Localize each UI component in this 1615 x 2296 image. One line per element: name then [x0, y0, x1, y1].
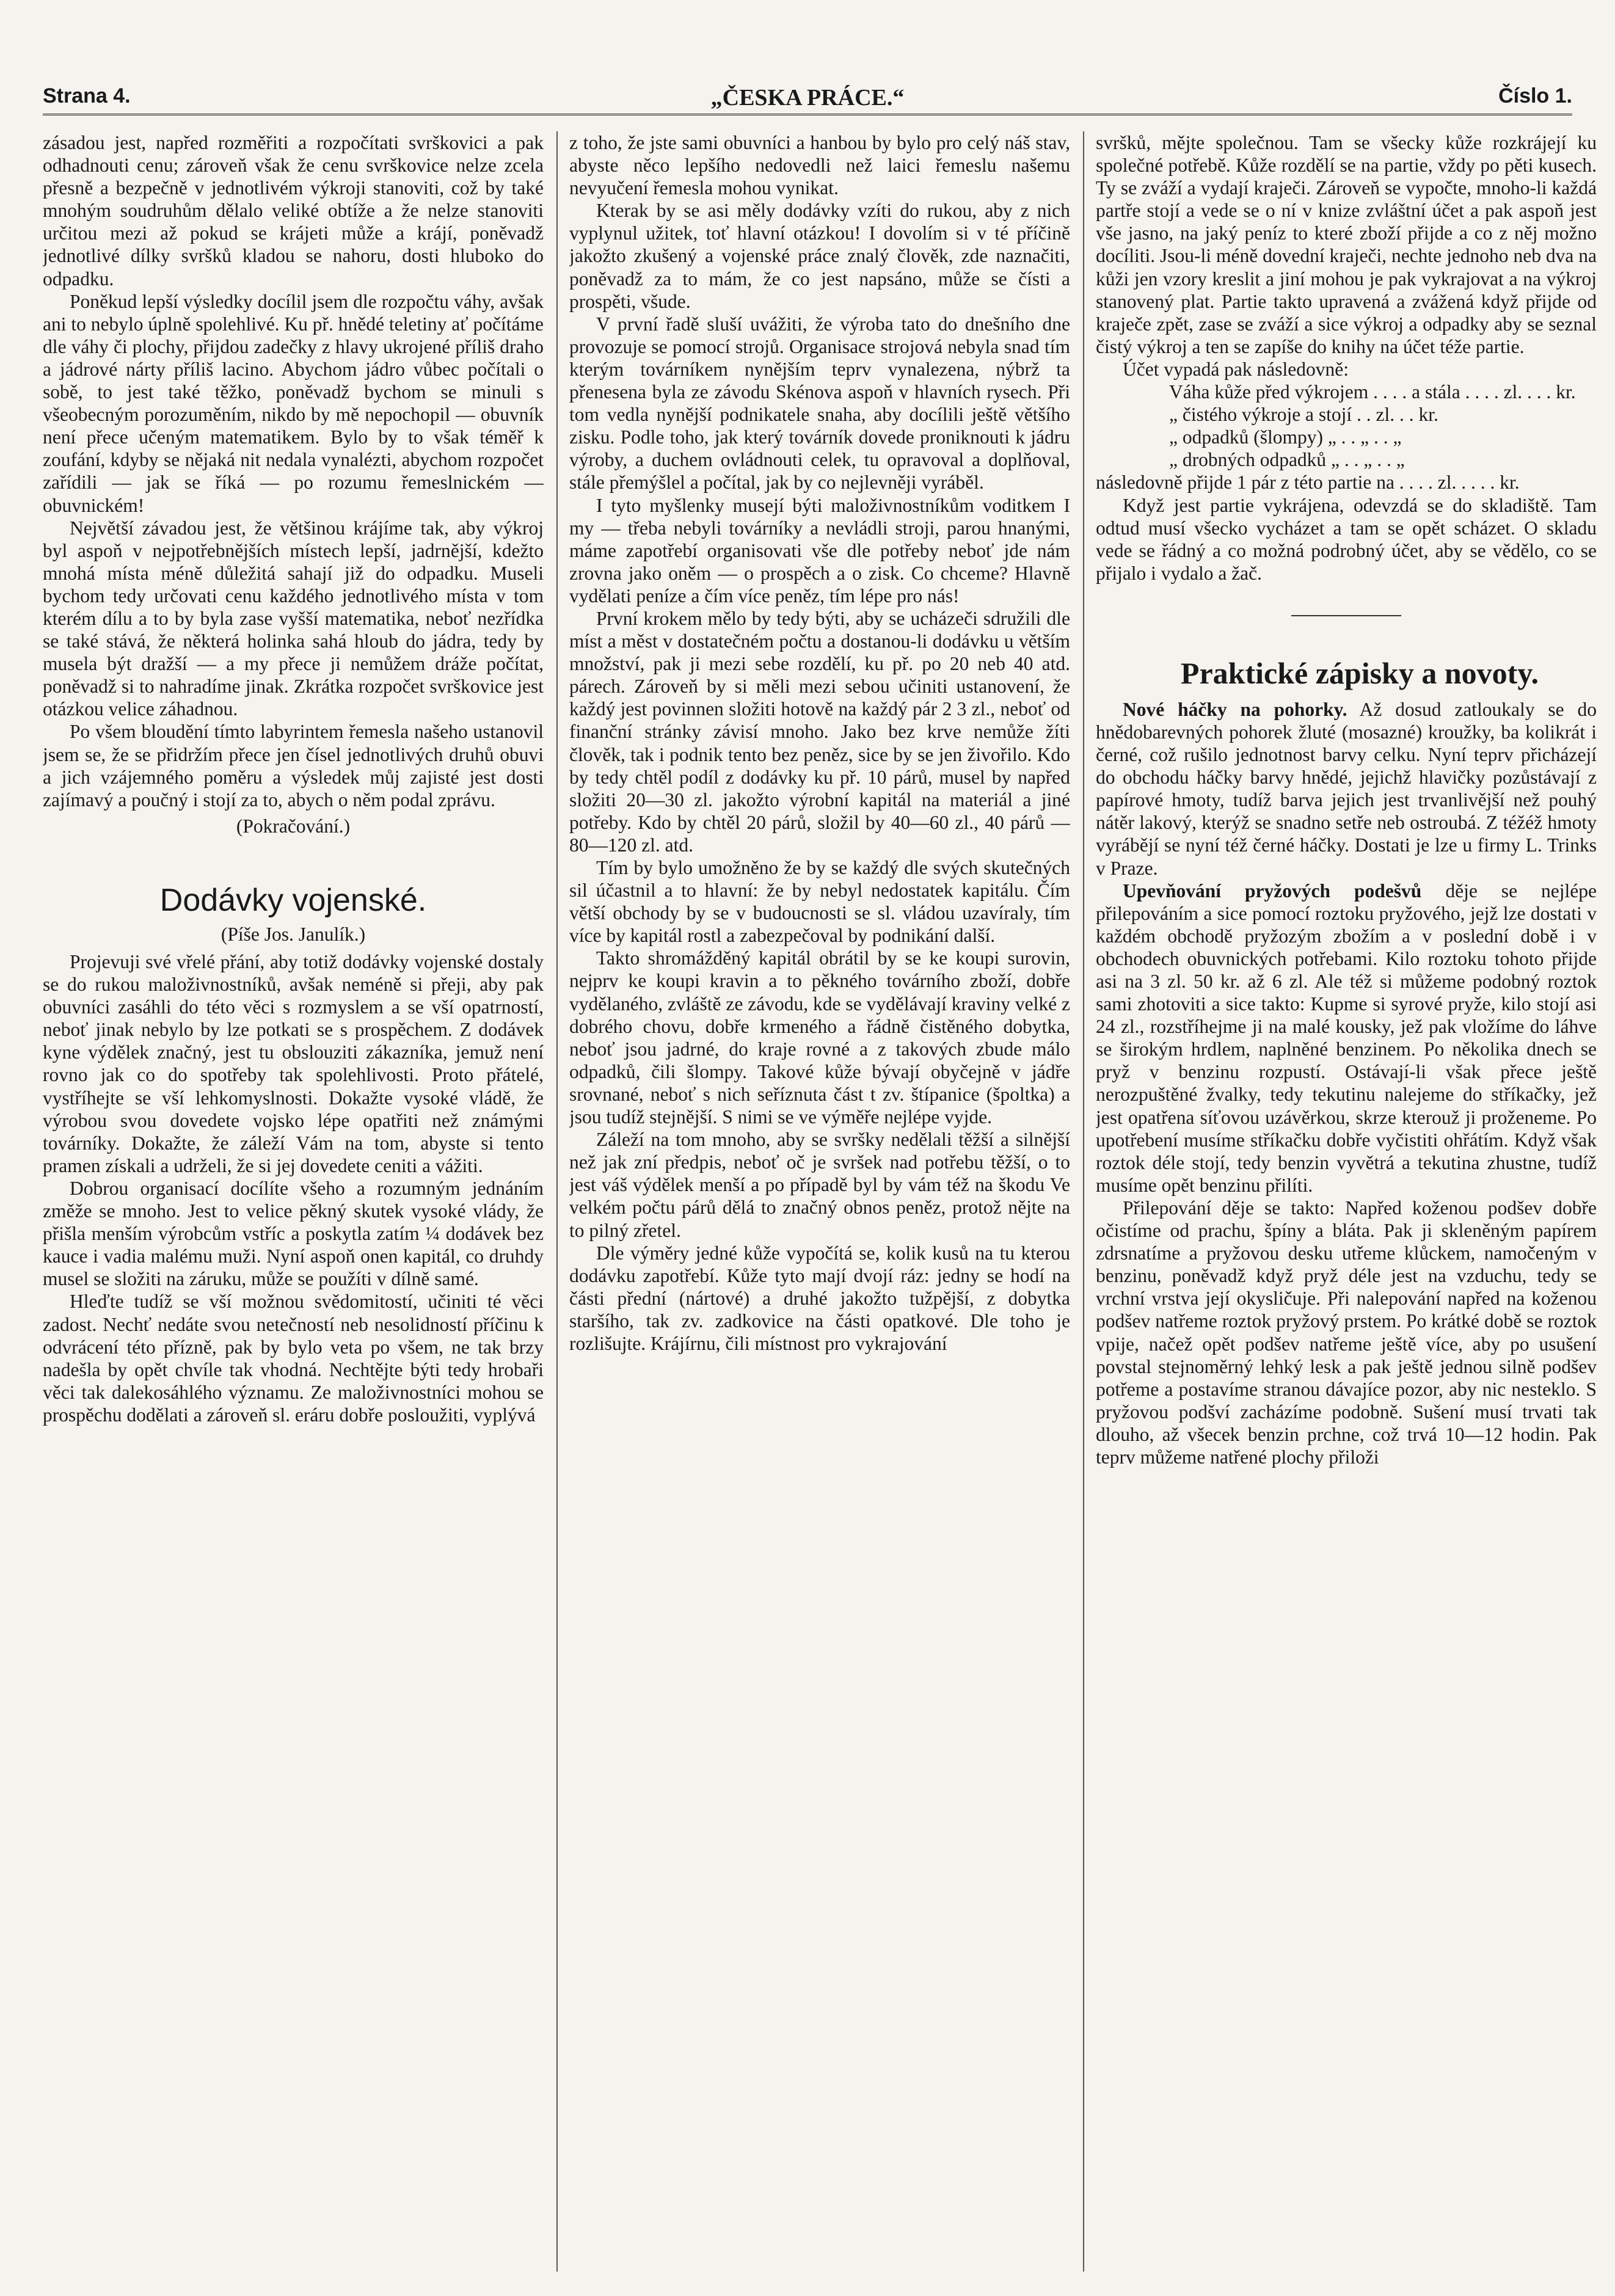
- columns: [43, 131, 1597, 2272]
- account-line: „ odpadků (šlompy) „ . . „ . . „: [1169, 426, 1402, 448]
- header-rule: [43, 114, 1572, 115]
- article-paragraph: Dle výměry jedné kůže vypočítá se, kolik kusů na tu kterou dodávku zapotřebí. Kůže tyto mají dvojí ráz: jedny se hodí na části přední (nártové) a druhé jakožto tužpější, z dobytka staršího, tak zv. zadkovice na části opatkové. Dle toho je rozlišujte. Krájírnu, čili místnost pro vykrajování: [569, 1242, 1070, 1354]
- masthead-title: „ČESKA PRÁCE.“: [710, 85, 905, 111]
- article-paragraph: [1096, 880, 1597, 1197]
- article-paragraph: Největší závadou jest, že většinou krájíme tak, aby výkroj byl aspoň v nejpotřebnějších místech lepší, jadrnější, kdežto mnohá místa méně důležitá sahají již do odpadku. Museli bychom tedy určovati cenu každého jednotlivého místa v tom kterém dílu a to by byla zase vyšší matematika, neboť nezřídka se také stává, že některá holinka sahá hloub do jádra, tedy by musela být dražší — a my přece ji nemůžem dráže počítat, poněvadž si to nahradíme jinak. Zkrátka rozpočet svrškovice jest otázkou velice záhadnou.: [43, 517, 544, 720]
- article-paragraph: Kterak by se asi měly dodávky vzíti do rukou, aby z nich vyplynul užitek, toť hlavní otázkou! I dovolím si v té příčině jakožto zkušený a vojenské práce znalý člověk, zde naznačiti, poněvadž za to mám, že co jest napsáno, může se čísti a prospěti, všude.: [569, 200, 1070, 312]
- account-line: následovně přijde 1 pár z této partie na . . . . zl. . . . . kr.: [1096, 472, 1520, 494]
- article-paragraph: I tyto myšlenky musejí býti maloživnostníkům voditkem I my — třeba nebyli továrníky a nevládli stroji, parou hnanými, máme zapotřebí organisovati vše dle potřeby neboť jde nám zrovna jako oněm — o prospěch a o zisk. Co chceme? Hlavně vydělati peníze a čím více peněz, tím lépe pro nás!: [569, 494, 1070, 607]
- column-divider: [556, 131, 558, 2272]
- article-paragraph: V první řadě sluší uvážiti, že výroba tato do dnešního dne provozuje se pomocí strojů. Organisace strojová nebyla snad tím kterým továrníkem nynějším teprv vynalezena, nýbrž ta přenesena byla ze závodu Skénova aspoň v hlavních rysech. Při tom vedla nynější podnikatele snaha, aby docílili ještě většího zisku. Podle toho, jak který továrník dovede proniknouti k jádru výroby, a duchem ovládnouti celek, tu opravoval a doplňoval, stále přemýšlel a počítal, jak by co nejlevněji vyráběl.: [569, 313, 1070, 494]
- article-heading-dodavky: Dodávky vojenské.: [159, 882, 427, 918]
- page-number: Strana 4.: [43, 84, 131, 108]
- article-paragraph: Účet vypadá pak následovně:: [1123, 358, 1349, 380]
- column-3: [1096, 131, 1597, 2272]
- article-byline: (Píše Jos. Janulík.): [221, 923, 366, 945]
- article-paragraph: Hleďte tudíž se vší možnou svědomitostí, učiniti té věci zadost. Nechť nedáte svou netečností neb nesolidností příčinu k odvrácení této přízně, pak by bylo veta po všem, ne tak brzy nadešla by opět chvíle tak vhodná. Nechtějte býti tedy hrobaři věci tak dalekosáhlého významu. Ze maloživnostníci mohou se prospěchu dodělati a zároveň sl. eráru dobře posloužiti, vyplývá: [43, 1291, 544, 1426]
- article-paragraph: Dobrou organisací docílíte všeho a rozumným jednáním změže se mnoho. Jest to velice pěkný skutek vysoké vlády, že přišla menším výrobcům vstříc a poskytla zatím ¼ dodávek bez kauce i vadia malému muži. Nyní aspoň onen kapitál, co druhdy musel se složiti na záruku, může se použíti v dílně samé.: [43, 1177, 544, 1290]
- subsection-title: Nové háčky na pohorky.: [1123, 698, 1347, 720]
- issue-number: Číslo 1.: [1498, 84, 1572, 108]
- article-paragraph: z toho, že jste sami obuvníci a hanbou by bylo pro celý náš stav, abyste něco lepšího nedovedli než laici řemeslu našemu nevyučení řemesla mohou vynikat.: [569, 132, 1070, 199]
- article-paragraph: [1096, 698, 1597, 880]
- article-paragraph: Projevuji své vřelé přání, aby totiž dodávky vojenské dostaly se do rukou maloživnostníků, avšak neméně si přeji, aby pak obuvníci zasáhli do této věci s rozmyslem a se vší opatrností, neboť jinak nebylo by lze potkati se s prospěchem. Z dodávek kyne výdělek značný, jest tu obslouziti zákazníka, jemuž není rovno jak co do spotřeby tak spolehlivosti. Proto přátelé, vystříhejte se vší lehkomyslnosti. Dokažte vysoké vládě, že výrobou svou dovedete vojsko lépe opatřiti než známými továrníky. Dokažte, že záleží Vám na tom, abyste si tento pramen získali a udrželi, že si jej dovedete ceniti a vážiti.: [43, 951, 544, 1176]
- continuation-note: (Pokračování.): [236, 815, 351, 837]
- account-line: „ čistého výkroje a stojí . . zl. . . kr.: [1169, 404, 1438, 426]
- article-paragraph: Záleží na tom mnoho, aby se svršky nedělali těžší a silnější než jak zní předpis, neboť oč je svršek nad potřebu těžší, o to jest váš výdělek menší a po případě byl by vám též na škodu Ve velkém počtu párů dělá to značný obnos peněz, protož nějte na to pilný zřetel.: [569, 1129, 1070, 1241]
- article-paragraph: První krokem mělo by tedy býti, aby se ucházeči sdružili dle míst a měst v dostatečném počtu a dostanou-li dodávku u větším množství, pak ji mezi sebe rozdělí, ku př. po 20 neb 40 atd. párech. Zároveň by si měli mezi sebou učiniti ustanovení, že každý jest povinnen složiti hotově na každý pár 2 3 zl., neboť od finanční stránky závisí mnoho. Jako bez krve nemůže žíti člověk, tak i podnik tento bez peněz, sice by se jen živořilo. Kdo by tedy chtěl podíl z dodávky ku př. 10 párů, musel by napřed složiti 20—30 zl. jakožto výrobní kapitál na materiál a jiné potřeby. Kdo by chtěl 20 párů, složil by 40—60 zl., 40 párů — 80—120 zl. atd.: [569, 607, 1070, 856]
- account-line: Váha kůže před výkrojem . . . . a stála . . . . zl. . . . kr.: [1169, 381, 1576, 403]
- article-paragraph: Když jest partie vykrájena, odevzdá se do skladiště. Tam odtud musí všecko vycházet a tam se opět scházet. O skladu vede se řádný a co možná podrobný účet, aby se vědělo, co se přijalo i vydalo a žač.: [1096, 494, 1597, 584]
- account-line: „ drobných odpadků „ . . „ . . „: [1169, 449, 1405, 471]
- article-paragraph: zásadou jest, napřed rozměřiti a rozpočítati svrškovici a pak odhadnouti cenu; zároveň však že cenu svrškovice nelze zcela přesně a bezpečně v jednotlivém výkroji stanoviti, což by také mnohým soudruhům dělalo veliké obtíže a že nelze stanoviti určitou mezi až pokud se krájeti může a krájí, poněvadž jednotlivé dílky svršků kladou se nahoru, dosti hluboko do odpadku.: [43, 132, 544, 290]
- section-separator: [1291, 615, 1401, 616]
- article-paragraph: Tím by bylo umožněno že by se každý dle svých skutečných sil účastnil a to hlavní: že by nebyl nedostatek kapitálu. Čím větší obchody by se v budoucnosti se sl. vládou uzavíraly, tím více by kapitál rostl a zabezpečoval by podnikání další.: [569, 857, 1070, 947]
- subsection-title: Upevňování pryžových podešvů: [1123, 880, 1422, 902]
- article-paragraph: svršků, mějte společnou. Tam se všecky kůže rozkrájejí ku společné potřebě. Kůže rozdělí se na partie, vždy po pěti kusech. Ty se zváží a vydají kraječi. Zároveň se vypočte, mnoho-li každá partře stojí a vede se o ní v knize zvláštní účet a pak aspoň jest vše jasno, na jaký peníz to které zboží přijde a co z něj možno docíliti. Jsou-li méně dovední kraječi, nechte jednoho neb dva na kůži jen vzory kreslit a jiní mohou je pak vykrajovat a na výkroj stanovený plat. Partie takto upravená a zvážená když přijde od kraječe zpět, zase se zváží a sice výkroj a odpadky aby se seznal čistý výkroj a ten se zapíše do knihy na účet téže partie.: [1096, 132, 1597, 357]
- article-paragraph: Přilepování děje se takto: Napřed koženou podšev dobře očistíme od prachu, špíny a bláta. Pak ji skleněným papírem zdrsnatíme a pryžovou desku utřeme klůckem, namočeným v benzinu, poněvadž když pryž déle jest na vzduchu, tedy se vrchní vrstva její okysličuje. Při nalepování napřed na koženou podšev natřeme roztok pryžový prstem. Po krátké době se roztok vpije, načež opět podšev natřeme ještě více, aby po usušení povstal stejnoměrný lehký lesk a pak ještě jednou silně podšev potřeme a postavíme stranou dávajíce pozor, aby nic nesteklo. S pryžovou podšví zacházíme podobně. Sušení musí trvati tak dlouho, až všecek benzin prchne, což trvá 10—12 hodin. Pak teprv můžeme natřené plochy přiloži: [1096, 1197, 1597, 1468]
- page-header: [43, 84, 1572, 115]
- subsection-text: Až dosud zatloukaly se do hnědobarevných pohorek žluté (mosazné) kroužky, ba kolikrát i černé, což rušilo jednotnost barvy celku. Nyní teprv přicházejí do obchodu háčky barvy hnědé, jejichž hlavičky pozůstávají z papírové hmoty, tudíž barva jejich jest trvanlivější než pouhý nátěr lakový, kterýž se snadno setře neb ostroubá. Z téžéž hmoty vyrábějí se nyní též černé háčky. Dostati je lze u firmy L. Trinks v Praze.: [1096, 698, 1597, 879]
- article-paragraph: Takto shromážděný kapitál obrátil by se ke koupi surovin, nejprv ke koupi kravin a to pěkného továrního zboží, dobře vydělaného, zvláště ze závodu, kde se vydělávají kraviny velké z dobrého chovu, dobře krmeného a řádně čistěného dobytka, neboť jsou jadrné, do kraje rovné a z takových zbude málo odpadků, čili šlompy. Takové kůže bývají obyčejně v jádře srovnané, neboť s nich seříznuta část t zv. štípanice (špoltka) a jsou tudíž stejnější. S nimi se ve výměře nejlépe vyjde.: [569, 947, 1070, 1128]
- column-divider: [1083, 131, 1084, 2272]
- article-paragraph: Po všem bloudění tímto labyrintem řemesla našeho ustanovil jsem se, že se přidržím přece jen čísel jednotlivých druhů obuvi a jich vzájemného poměru a výsledek můj zajisté jest dosti zajímavý a poučný i stojí za to, abych o něm podal zprávu.: [43, 721, 544, 811]
- section-heading-prakticke: Praktické zápisky a novoty.: [1180, 655, 1539, 690]
- article-paragraph: Poněkud lepší výsledky docílil jsem dle rozpočtu váhy, avšak ani to nebylo úplně spolehlivé. Ku př. hnědé teletiny ať počítáme dle váhy či plochy, přijdou zadečky z hlavy ukrojené příliš draho a jádrové nárty příliš lacino. Abychom jádro vůbec počítali o sobě, to jest také těžko, poněvadž bychom se minuli s všeobecným porozuměním, nikdo by mě nepochopil — obuvník není přece učeným matematikem. Bylo by to však téměř k zoufání, kdyby se nějaká nit nedala vynalézti, abychom rozpočet zařídili — jak se říká — po rozumu řemeslnickém — obuvnickém!: [43, 290, 544, 516]
- subsection-text: děje se nejlépe přilepováním a sice pomocí roztoku pryžového, jejž lze dostati v každém obchodě pryžozým zbožím a v poslední době i v obchodech obuvnických potřebami. Kilo roztoku tohoto přijde asi na 3 zl. 50 kr. až 6 zl. Ale též si můžeme podobný roztok sami zhotoviti a sice takto: Kupme si syrové pryže, kilo stojí asi 24 zl., rozstříhejme ji na malé kousky, jež pak vložíme do láhve se širokým hrdlem, naplněné benzinem. Po několika dnech se pryž v benzinu rozpustí. Ostávají-li však přece ještě nerozpuštěné žvalky, tedy tekutinu nalejeme do stříkačky, jež jest opatřena síťovou uzávěrkou, skrze kterouž ji proženeme. Po upotřebení musíme stříkačku dobře vyčistiti ohřátím. Když však roztok déle stojí, tedy benzin vyvětrá a tekutina zhustne, tudíž musíme opět benzinu přilíti.: [1096, 880, 1597, 1196]
- column-2: [569, 131, 1070, 2272]
- column-1: [43, 131, 544, 2272]
